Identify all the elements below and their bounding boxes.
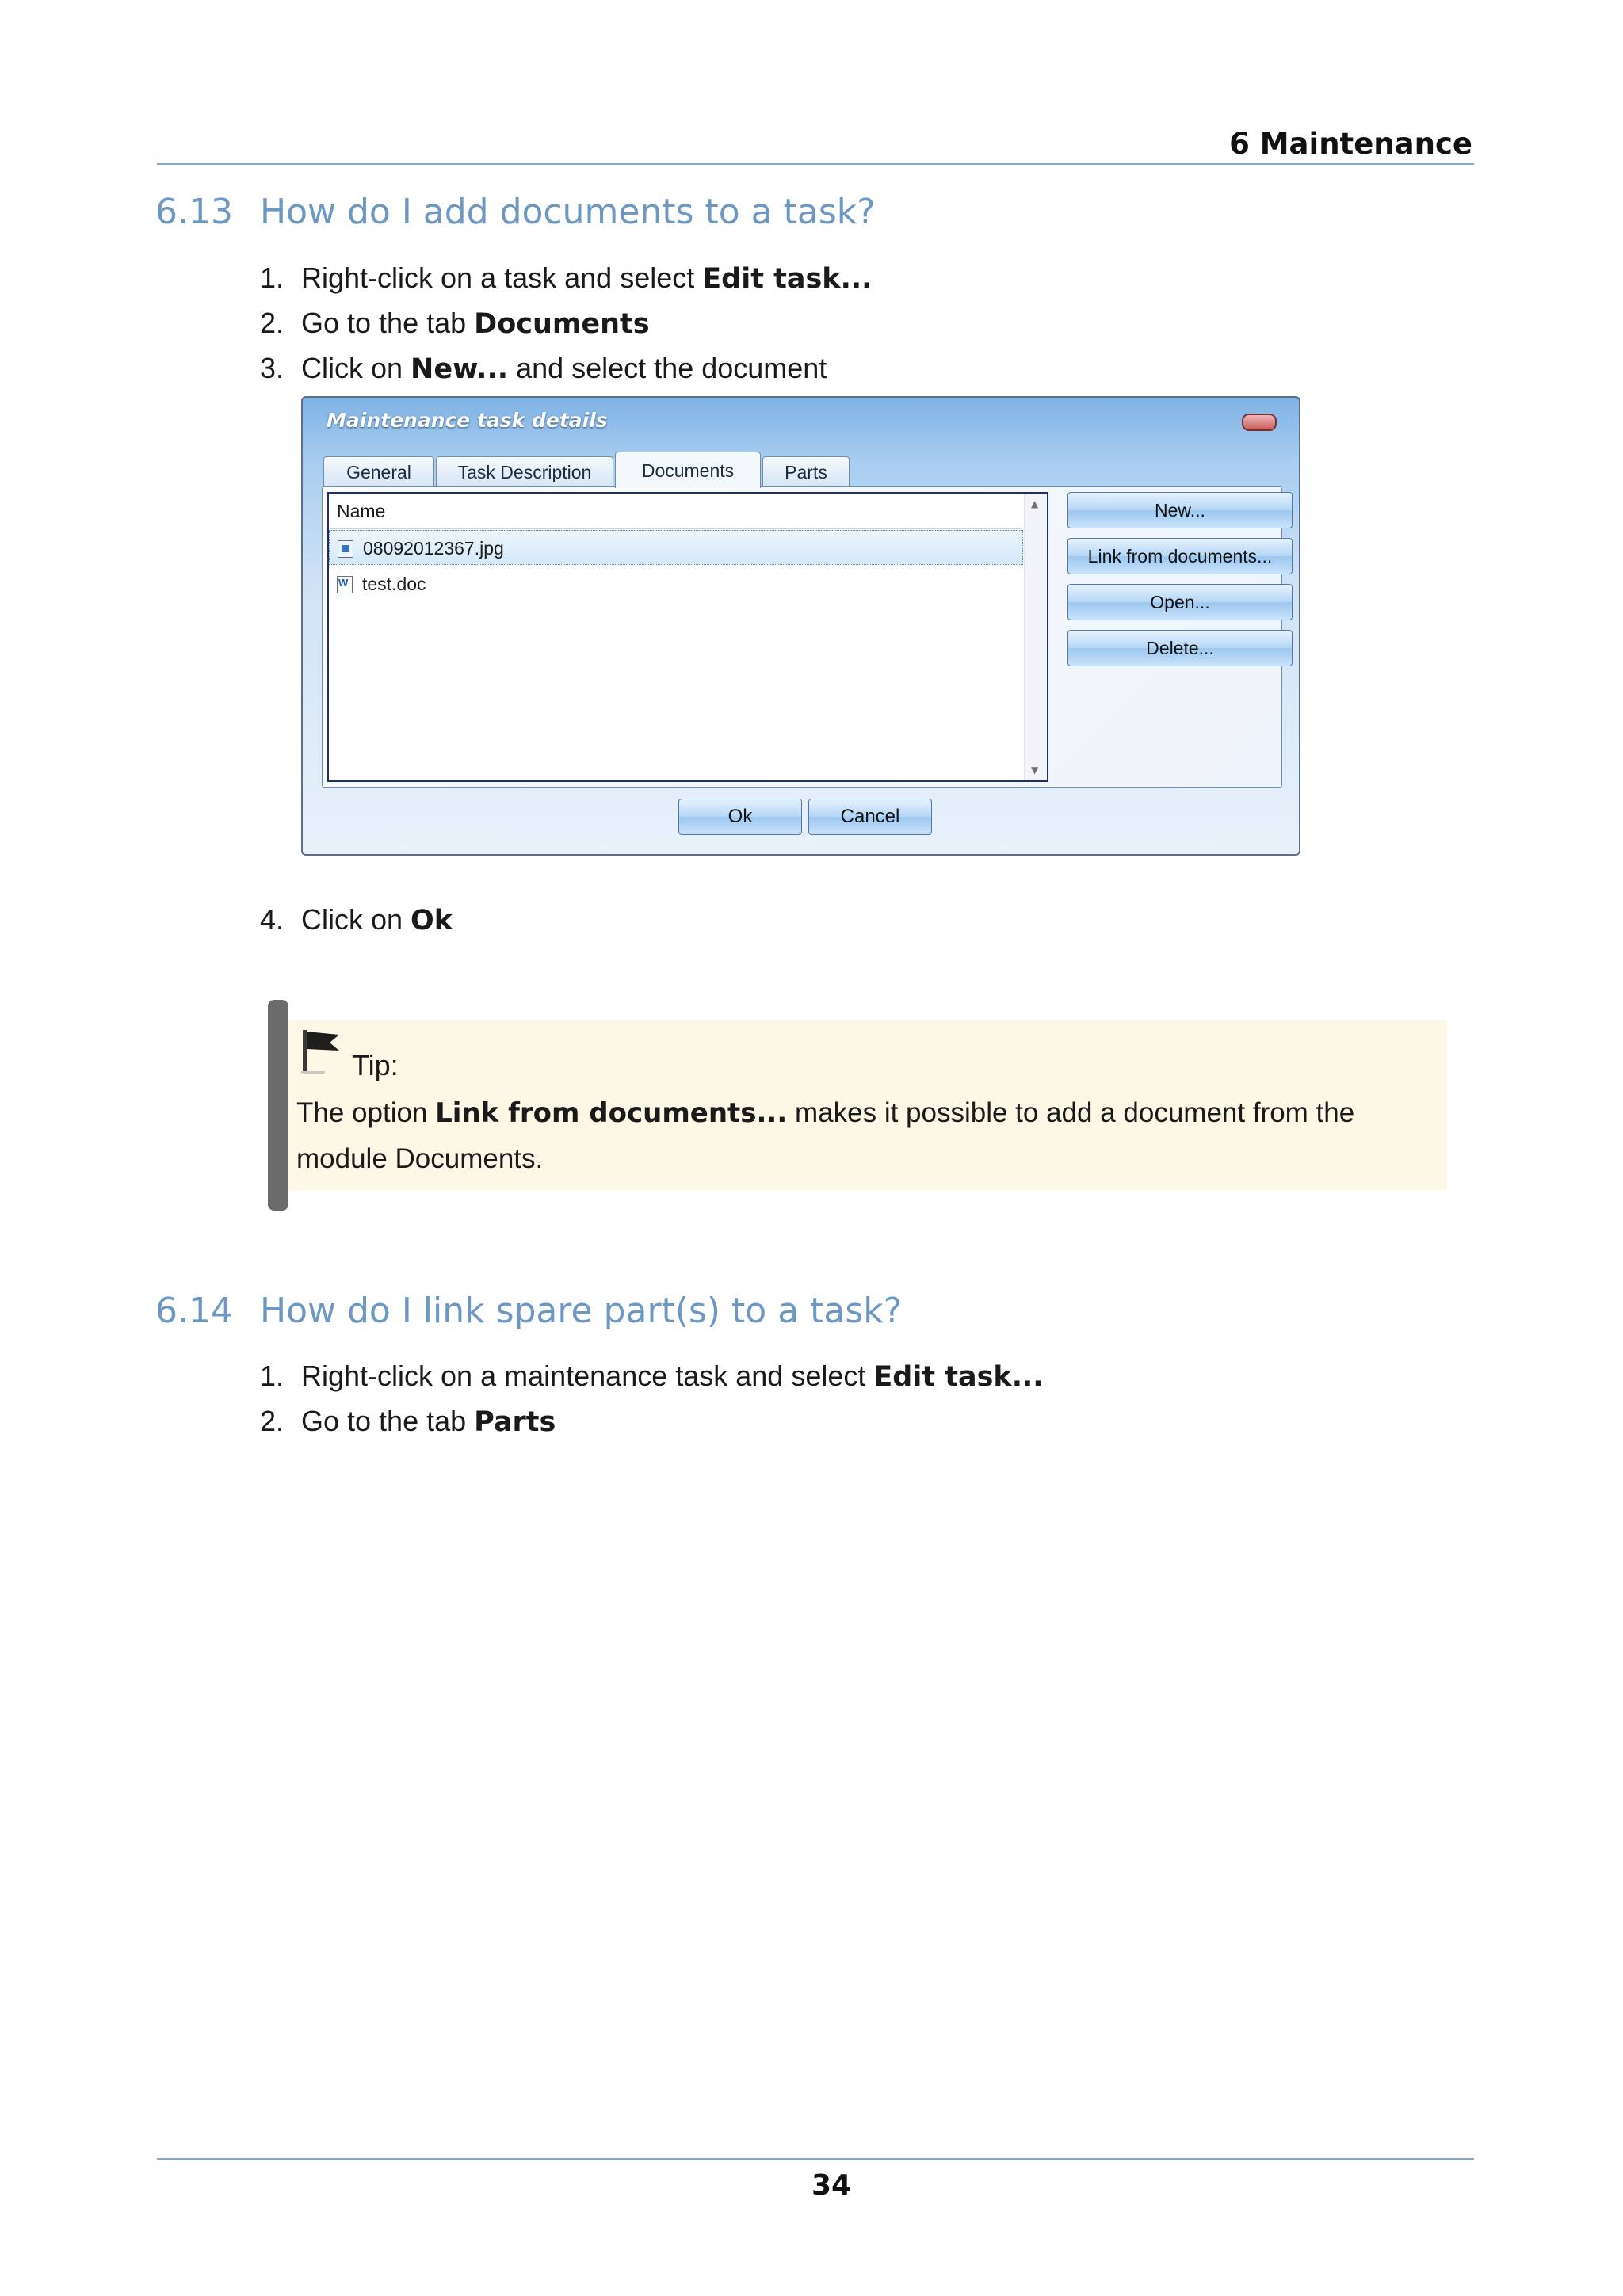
section-number: 6.13 bbox=[155, 192, 233, 232]
step-number: 2. bbox=[260, 1405, 285, 1437]
step-text: Click on bbox=[301, 352, 411, 384]
step-text: Right-click on a task and select bbox=[301, 261, 703, 294]
maintenance-task-dialog bbox=[301, 396, 1300, 856]
scroll-down-icon[interactable]: ▼ bbox=[1031, 765, 1039, 776]
tab-task-description[interactable]: Task Description bbox=[436, 456, 613, 486]
close-button[interactable] bbox=[1242, 414, 1277, 431]
step-text: Go to the tab bbox=[301, 1405, 475, 1437]
tip-label: Tip: bbox=[352, 1049, 399, 1081]
step-text: Click on bbox=[301, 903, 411, 936]
vertical-scrollbar[interactable] bbox=[1024, 494, 1047, 780]
step-1 bbox=[260, 1360, 1044, 1393]
step-bold-text: Parts bbox=[474, 1406, 556, 1438]
section-heading: How do I add documents to a task? bbox=[260, 192, 876, 232]
step-2 bbox=[260, 1405, 556, 1438]
tip-text-part: The option bbox=[296, 1097, 436, 1128]
step-number: 1. bbox=[260, 1360, 285, 1392]
file-name: test.doc bbox=[362, 574, 426, 594]
documents-list[interactable] bbox=[327, 492, 1048, 782]
open-button[interactable]: Open... bbox=[1067, 584, 1293, 620]
step-text: Go to the tab bbox=[301, 307, 475, 339]
section-heading: How do I link spare part(s) to a task? bbox=[260, 1291, 903, 1331]
section-title-6-14 bbox=[155, 1291, 902, 1331]
running-header: 6 Maintenance bbox=[1229, 127, 1472, 161]
new-button[interactable]: New... bbox=[1067, 492, 1293, 528]
tip-text-part: makes it possible to add a document from the module Documents. bbox=[296, 1097, 1355, 1174]
tab-parts[interactable]: Parts bbox=[762, 456, 850, 486]
step-3 bbox=[260, 352, 827, 385]
step-1 bbox=[260, 261, 872, 295]
tab-general[interactable]: General bbox=[323, 456, 434, 486]
tip-text bbox=[296, 1090, 1445, 1181]
delete-button[interactable]: Delete... bbox=[1067, 630, 1293, 666]
tip-box bbox=[288, 1020, 1447, 1190]
dialog-title: Maintenance task details bbox=[327, 409, 608, 432]
list-item[interactable] bbox=[329, 566, 1023, 601]
step-number: 4. bbox=[260, 903, 285, 936]
footer-rule bbox=[157, 2158, 1474, 2160]
step-bold-text: Documents bbox=[474, 308, 650, 340]
step-bold-text: Edit task... bbox=[873, 1361, 1044, 1393]
section-title-6-13 bbox=[155, 192, 876, 232]
section-number: 6.14 bbox=[155, 1291, 233, 1331]
tab-documents[interactable]: Documents bbox=[615, 452, 761, 488]
tip-accent-bar bbox=[268, 1000, 288, 1211]
ok-button[interactable]: Ok bbox=[678, 799, 802, 835]
scroll-up-icon[interactable]: ▲ bbox=[1031, 498, 1039, 509]
header-rule bbox=[157, 163, 1474, 165]
word-doc-icon: W bbox=[337, 576, 353, 593]
step-text: and select the document bbox=[508, 352, 827, 384]
image-file-icon bbox=[338, 540, 353, 558]
page-number: 34 bbox=[811, 2169, 852, 2202]
step-bold-text: Ok bbox=[411, 905, 453, 936]
step-4 bbox=[260, 903, 453, 936]
file-name: 08092012367.jpg bbox=[363, 538, 504, 559]
step-bold-text: Edit task... bbox=[702, 263, 873, 295]
link-from-documents-button[interactable]: Link from documents... bbox=[1067, 538, 1293, 574]
step-number: 3. bbox=[260, 352, 285, 384]
column-header-name[interactable]: Name bbox=[329, 494, 1023, 529]
step-number: 2. bbox=[260, 307, 285, 339]
step-number: 1. bbox=[260, 261, 285, 294]
documents-panel bbox=[322, 486, 1282, 788]
step-text: Right-click on a maintenance task and select bbox=[301, 1360, 874, 1392]
cancel-button[interactable]: Cancel bbox=[808, 799, 932, 835]
flag-icon bbox=[300, 1028, 342, 1074]
tip-bold-text: Link from documents... bbox=[435, 1097, 788, 1129]
step-bold-text: New... bbox=[411, 353, 509, 385]
list-item[interactable] bbox=[329, 530, 1023, 565]
step-2 bbox=[260, 307, 650, 340]
